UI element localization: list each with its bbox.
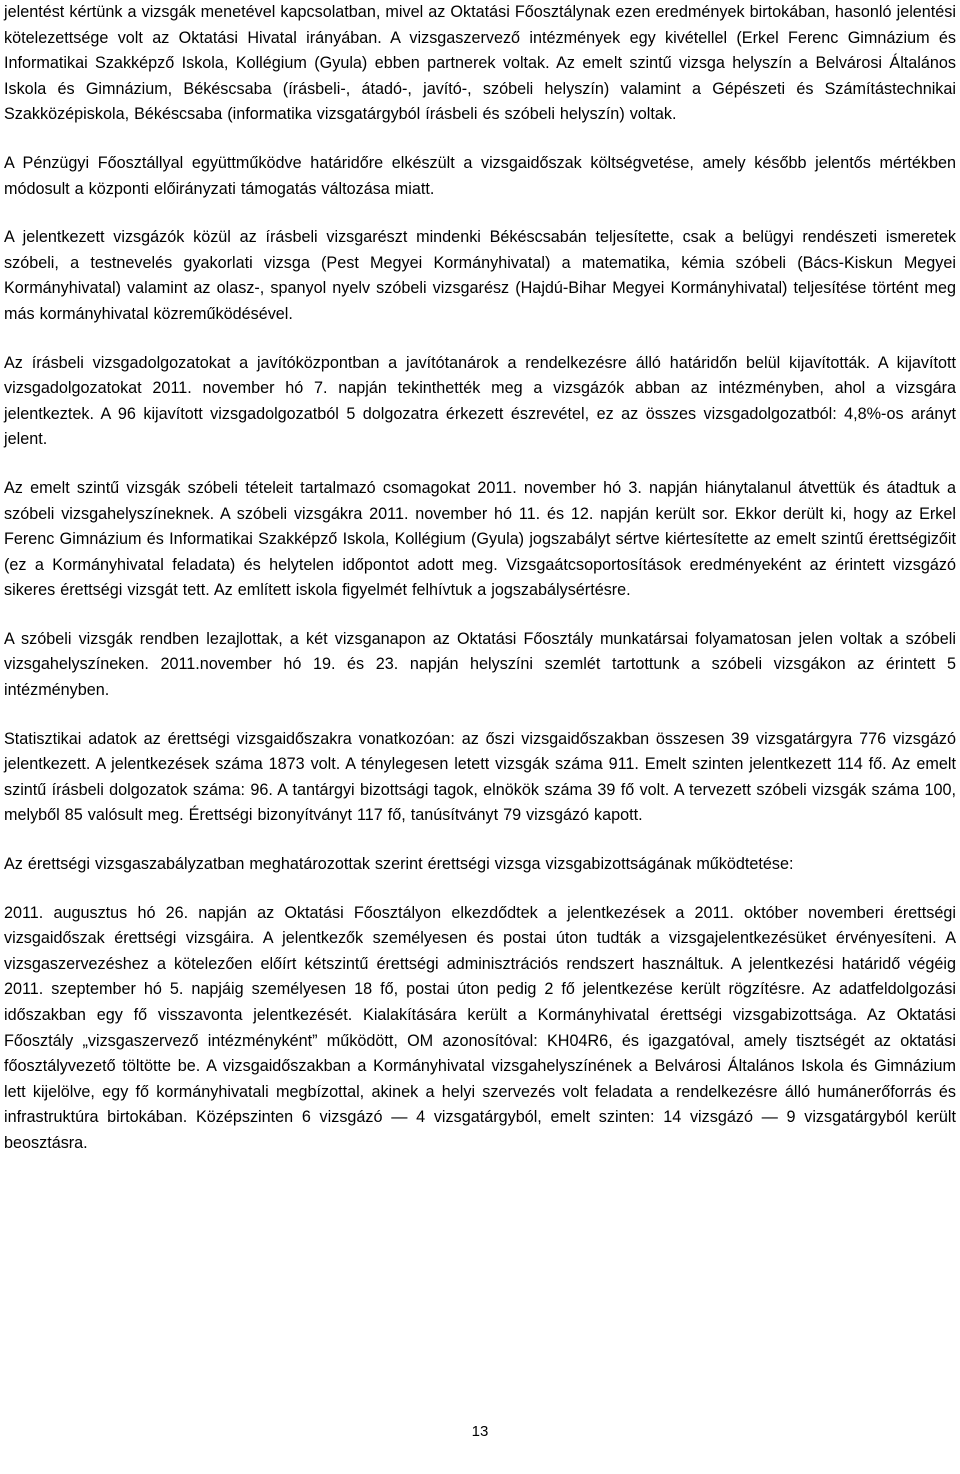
paragraph-registration: 2011. augusztus hó 26. napján az Oktatási Főosztályon elkezdődtek a jelentkezések a 2011. október novemberi érettségi vizsgaidőszak érettségi vizsgáira. A jelentkezők személyesen és postai úton tudták a vizsgajelentkezésüket érvényesíteni. A vizsgaszervezéshez a kötelezően előírt kétszintű érettségi adminisztrációs rendszert használtuk. A jelentkezési határidő végéig 2011. szeptember hó 5. napjáig személyesen 18 fő, postai úton pedig 2 fő jelentkezése került rögzítésre. Az adatfeldolgozási időszakban egy fő visszavonta jelentkezését. Kialakítására került a Kormányhivatal érettségi vizsgabizottsága. Az Oktatási Főosztály „vizsgaszervező intézményként” működött, OM azonosítóval: KH04R6, és igazgatóval, amely tisztségét az oktatási főosztályvezető töltötte be. A vizsgaidőszakban a Kormányhivatal vizsgahelyszínének a Belvárosi Általános Iskola és Gimnázium lett kijelölve, egy fő kormányhivatali megbízottal, akinek a helyi szervezés volt feladata a rendelkezésre álló humánerőforrás és infrastruktúra birtokában. Középszinten 6 vizsgázó — 4 vizsgatárgyból, emelt szinten: 14 vizsgázó — 9 vizsgatárgyból került beosztásra.: [4, 903, 956, 1152]
paragraph-oral-exams: A szóbeli vizsgák rendben lezajlottak, a két vizsganapon az Oktatási Főosztály munkatársai folyamatosan jelen voltak a szóbeli vizsgahelyszíneken. 2011.november hó 19. és 23. napján helyszíni szemlét tartottunk a szóbeli vizsgákon az érintett 5 intézményben.: [4, 629, 956, 700]
paragraph-gap: [4, 453, 956, 476]
paragraph-committee-heading: Az érettségi vizsgaszabályzatban meghatározottak szerint érettségi vizsga vizsgabizottságának működtetése:: [4, 855, 794, 874]
paragraph-gap: [4, 128, 956, 151]
paragraph-gap: [4, 202, 956, 225]
page-number: 13: [471, 1423, 489, 1440]
paragraph-gap: [4, 604, 956, 627]
paragraph-gap: [4, 878, 956, 901]
paragraph-gap: [4, 829, 956, 852]
paragraph-oral-packages: Az emelt szintű vizsgák szóbeli tételeit tartalmazó csomagokat 2011. november hó 3. napján hiánytalanul átvettük és átadtuk a szóbeli vizsgahelyszíneknek. A szóbeli vizsgákra 2011. november hó 11. és 12. napján került sor. Ekkor derült ki, hogy az Erkel Ferenc Gimnázium és Informatikai Szakképző Iskola, Kollégium (Gyula) jogszabályt sértve kiértesítette az emelt szintű érettségizőit (ez a Kormányhivatal feladata) és helytelen időpontot adott meg. Vizsgaátcsoportosítások eredményeként az érintett vizsgázó sikeres érettségi vizsgát tett. Az említett iskola figyelmét felhívtuk a jogszabálysértésre.: [4, 478, 956, 600]
paragraph-written-exams: A jelentkezett vizsgázók közül az írásbeli vizsgarészt mindenki Békéscsabán teljesítette, csak a belügyi rendészeti ismeretek szóbeli, a testnevelés gyakorlati vizsga (Pest Megyei Kormányhivatal) a matematika, kémia szóbeli (Bács-Kiskun Megyei Kormányhivatal) valamint az olasz-, spanyol nyelv szóbeli vizsgarész (Hajdú-Bihar Megyei Kormányhivatal) teljesítése történt meg más kormányhivatal közreműködésével.: [4, 228, 956, 323]
paragraph-exam-locations: jelentést kértünk a vizsgák menetével kapcsolatban, mivel az Oktatási Főosztálynak ezen eredmények birtokában, hasonló jelentési kötelezettsége volt az Oktatási Hivatal irányában. A vizsgaszervező intézmények egy kivétellel (Erkel Ferenc Gimnázium és Informatikai Szakképző Iskola, Kollégium (Gyula) ebben partnerek voltak. Az emelt szintű vizsga helyszín a Belvárosi Általános Iskola és Gimnázium, Békéscsaba (írásbeli-, átadó-, javító-, szóbeli helyszín) valamint a Gépészeti és Számítástechnikai Szakközépiskola, Békéscsaba (informatika vizsgatárgyból írásbeli és szóbeli helyszín) voltak.: [4, 3, 956, 124]
paragraph-grading: Az írásbeli vizsgadolgozatokat a javítóközpontban a javítótanárok a rendelkezésre álló határidőn belül kijavították. A kijavított vizsgadolgozatokat 2011. november hó 7. napján tekinthették meg a vizsgázók abban az intézményben, ahol a vizsgára jelentkeztek. A 96 kijavított vizsgadolgozatból 5 dolgozatra érkezett észrevétel, ez az összes vizsgadolgozatból: 4,8%-os arányt jelent.: [4, 353, 956, 449]
paragraph-statistics: Statisztikai adatok az érettségi vizsgaidőszakra vonatkozóan: az őszi vizsgaidőszakban összesen 39 vizsgatárgyra 776 vizsgázó jelentkezett. A jelentkezések száma 1873 volt. A ténylegesen letett vizsgák száma 911. Emelt szinten jelentkezett 114 fő. Az emelt szintű írásbeli dolgozatok száma: 96. A tantárgyi bizottsági tagok, elnökök száma 39 fő volt. A tervezett szóbeli vizsgák száma 100, melyből 85 valósult meg. Érettségi bizonyítványt 117 fő, tanúsítványt 79 vizsgázó kapott.: [4, 729, 956, 825]
document-page: [4, 0, 956, 1157]
paragraph-gap: [4, 328, 956, 351]
paragraph-budget: A Pénzügyi Főosztállyal együttműködve határidőre elkészült a vizsgaidőszak költségvetése, amely később jelentős mértékben módosult a központi előirányzati támogatás változása miatt.: [4, 153, 956, 198]
paragraph-gap: [4, 704, 956, 727]
